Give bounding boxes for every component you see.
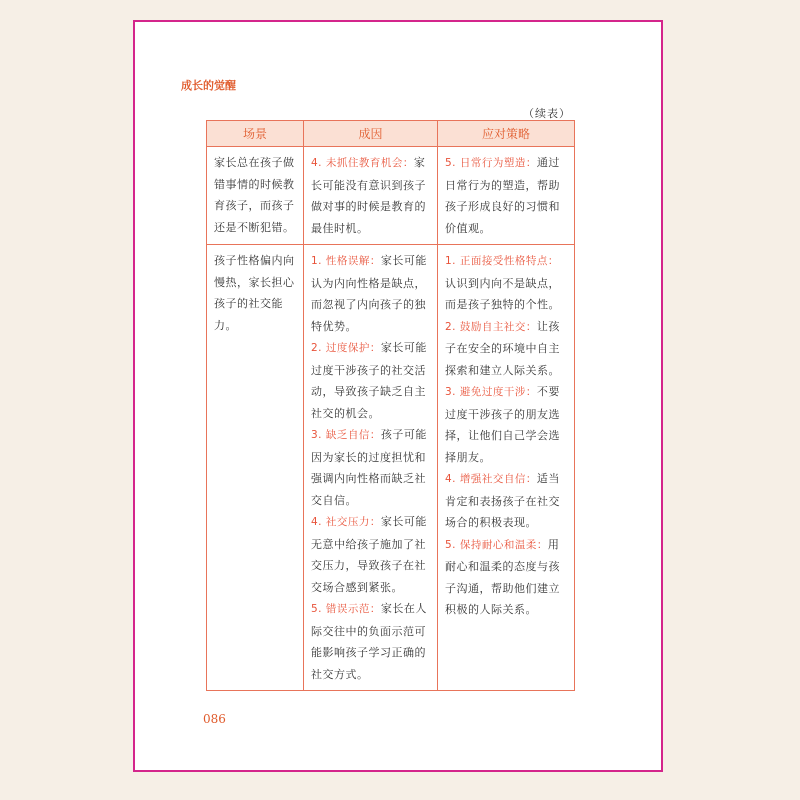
strategy-item	[445, 534, 567, 621]
cause-text: 家长可能无意中给孩子施加了社交压力，导致孩子在社交场合感到紧张。	[311, 515, 427, 594]
strategy-text: 让孩子在安全的环境中自主探索和建立人际关系。	[445, 319, 560, 377]
cause-item	[311, 152, 430, 239]
strategy-item	[445, 468, 567, 534]
cause-keyword: 4. 未抓住教育机会：	[311, 157, 414, 169]
cause-text: 家长在人际交往中的负面示范可能影响孩子学习正确的社交方式。	[311, 602, 427, 681]
column-header-scene: 场景	[207, 121, 304, 147]
cause-text: 家长可能没有意识到孩子做对事的时候是教育的最佳时机。	[311, 156, 426, 235]
cause-item	[311, 250, 430, 337]
strategy-keyword: 5. 保持耐心和温柔：	[445, 538, 548, 551]
column-header-strategy: 应对策略	[438, 121, 575, 147]
table-row	[207, 245, 575, 691]
cause-cell	[304, 147, 438, 245]
strategy-text: 认识到内向不是缺点，而是孩子独特的个性。	[445, 276, 560, 311]
strategy-text: 适当肯定和表扬孩子在社交场合的积极表现。	[445, 472, 560, 529]
scene-text: 家长总在孩子做错事情的时候教育孩子，而孩子还是不断犯错。	[214, 156, 295, 234]
cause-keyword: 5. 错误示范：	[311, 603, 381, 615]
strategy-text: 通过日常行为的塑造，帮助孩子形成良好的习惯和价值观。	[445, 156, 560, 235]
column-header-cause: 成因	[304, 121, 438, 147]
strategy-item	[445, 152, 567, 239]
strategy-keyword: 3. 避免过度干涉：	[445, 386, 537, 398]
strategy-text: 用耐心和温柔的态度与孩子沟通，帮助他们建立积极的人际关系。	[445, 537, 560, 616]
strategy-keyword: 5. 日常行为塑造：	[445, 157, 537, 169]
cause-item	[311, 511, 430, 598]
strategy-item	[445, 250, 567, 316]
cause-keyword: 2. 过度保护：	[311, 342, 381, 354]
scene-cell	[207, 147, 304, 245]
strategy-keyword: 1. 正面接受性格特点：	[445, 255, 559, 267]
cause-keyword: 1. 性格误解：	[311, 255, 381, 267]
strategy-keyword: 2. 鼓励自主社交：	[445, 320, 537, 333]
cause-item	[311, 598, 430, 685]
strategy-cell	[438, 147, 575, 245]
cause-keyword: 4. 社交压力：	[311, 516, 381, 528]
book-page	[133, 20, 663, 772]
cause-text: 孩子可能因为家长的过度担忧和强调内向性格而缺乏社交自信。	[311, 428, 427, 507]
scene-text: 孩子性格偏内向慢热，家长担心孩子的社交能力。	[214, 254, 295, 332]
running-header: 成长的觉醒	[181, 79, 236, 92]
strategy-table	[206, 120, 575, 691]
strategy-keyword: 4. 增强社交自信：	[445, 473, 537, 485]
page-number: 086	[203, 712, 226, 726]
cause-text: 家长可能认为内向性格是缺点，而忽视了内向孩子的独特优势。	[311, 254, 427, 333]
continuation-label: （续表）	[523, 107, 571, 120]
strategy-text: 不要过度干涉孩子的朋友选择，让他们自己学会选择朋友。	[445, 385, 560, 464]
cause-keyword: 3. 缺乏自信：	[311, 429, 381, 441]
table-row	[207, 147, 575, 245]
cause-text: 家长可能过度干涉孩子的社交活动，导致孩子缺乏自主社交的机会。	[311, 341, 427, 420]
cause-item	[311, 424, 430, 511]
strategy-cell	[438, 245, 575, 691]
strategy-item	[445, 316, 567, 382]
scene-cell	[207, 245, 304, 691]
table-header-row	[207, 121, 575, 147]
cause-item	[311, 337, 430, 424]
cause-cell	[304, 245, 438, 691]
strategy-item	[445, 381, 567, 468]
